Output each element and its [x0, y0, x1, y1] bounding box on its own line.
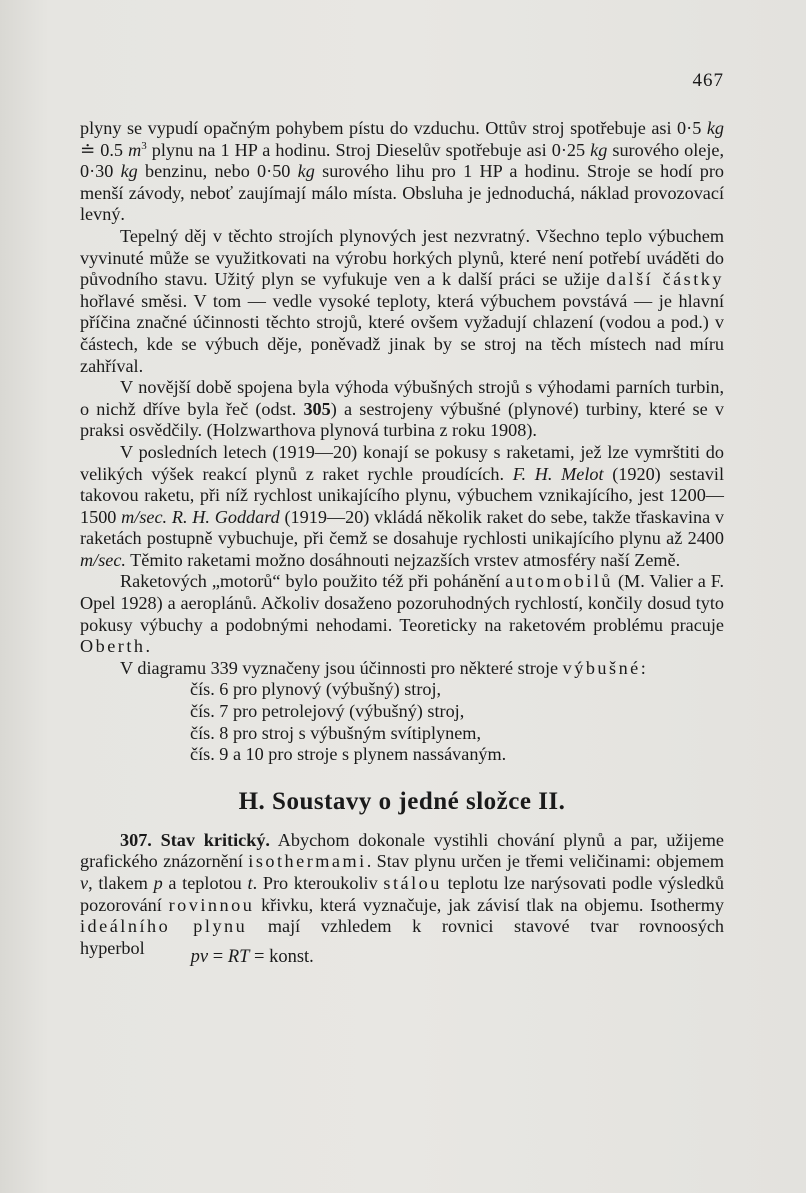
spaced-emphasis: výbušné [562, 657, 641, 678]
spaced-emphasis: Oberth [80, 636, 146, 657]
efficiency-list [190, 679, 724, 765]
text-run: mají vzhledem k rovnici stavové tvar rovnoosých hyperbol [80, 916, 724, 958]
text-run: (M. Valier a F. Opel 1928) a aeroplánů. Ačkoliv dosaženo pozoruhodných rychlostí, končily dosud tyto pokusy výbuchy a podobnými nehodami. Teoreticky na raketovém problému pracuje [80, 571, 724, 635]
variable: p [153, 873, 163, 893]
paragraph-turbines [80, 377, 724, 442]
paragraph-rocket-motors [80, 571, 724, 657]
text-run: (1920) sestavil takovou raketu, při níž rychlost unikajícího plynu, výbuchem vznikajícího, jest 1200—1500 [80, 463, 724, 527]
text-run: benzinu, nebo 0·50 [137, 161, 298, 182]
unit-kg: kg [120, 161, 138, 182]
variable: v [80, 873, 89, 893]
text-run: ) a sestrojeny výbušné (plynové) turbiny, které se v praksi osvědčily. (Holzwarthova plynová turbina z roku 1908). [80, 398, 724, 441]
variable: t [247, 873, 253, 893]
section-title: Stav kritický. [160, 829, 270, 850]
list-item: čís. 9 a 10 pro stroje s plynem nassávaným. [190, 744, 507, 765]
formula-term: = konst. [249, 946, 314, 967]
paragraph-engine-consumption [80, 118, 724, 226]
spaced-emphasis: automobilů [505, 571, 614, 592]
text-run: . Stav plynu určen je třemi veličinami: objemem [366, 851, 724, 872]
text-run: Abychom dokonale vystihli chování plynů a par, užijeme grafického znázornění [80, 829, 724, 872]
list-item: čís. 8 pro stroj s výbušným svítiplynem, [190, 722, 481, 743]
paragraph-rockets [80, 442, 724, 572]
list-item: čís. 7 pro petrolejový (výbušný) stroj, [190, 701, 465, 722]
unit-kg: kg [590, 139, 608, 160]
list-item: čís. 6 pro plynový (výbušný) stroj, [190, 679, 442, 700]
text-run: Raketových „motorů“ bylo použito též při pohánění [120, 571, 506, 592]
page-number: 467 [692, 70, 724, 91]
section-heading: H. Soustavy o jedné složce II. [238, 787, 566, 815]
text-run: : [640, 657, 646, 678]
spaced-emphasis: další částky [606, 269, 724, 290]
unit-kg: kg [706, 118, 724, 138]
unit-m: m [128, 139, 142, 160]
text-run: hořlavé směsi. V tom — vedle vysoké teploty, která výbuchem povstává — je hlavní příčina značné účinnosti těchto strojů, které ovšem vyžadují chlazení (vodou a pod.) v částech, kde se výbuch děje, poněvadž jinak by se stroj na těch místech nad míru zahříval. [80, 290, 724, 376]
text-run: . Pro kteroukoliv [252, 873, 384, 893]
formula-term: pv [190, 946, 209, 967]
person-name: R. H. Goddard [171, 506, 280, 527]
section-number: 307. [120, 829, 152, 850]
text-run: V posledních letech (1919—20) konají se pokusy s raketami, jež lze vymrštiti do velikých výšek reakcí plynů z raket rychle proudících. [80, 441, 724, 484]
formula-term: RT [227, 946, 250, 967]
text-run: (1919—20) vkládá několik raket do sebe, takže třaskavina v raketách postupně vybuchuje, při čemž se dosahuje rychlosti unikajícího plynu až 2400 [80, 506, 725, 549]
text-run: , tlakem [88, 873, 154, 893]
text-run: a teplotou [162, 873, 248, 893]
text-run: plyny se vypudí opačným pohybem pístu do vzduchu. Ottův stroj spotřebuje asi 0·5 [80, 118, 707, 138]
text-run: plynu na 1 HP a hodinu. Stroj Dieselův spotřebuje asi 0·25 [146, 139, 591, 160]
text-run: Těmito raketami možno dosáhnouti nejzazších vrstev atmosféry naší Země. [125, 549, 681, 570]
paragraph-thermal-process [80, 226, 724, 377]
text-run: . [145, 636, 151, 657]
unit-velocity: m/sec. [80, 549, 126, 570]
text-run: surového oleje, 0·30 [80, 139, 724, 182]
ideal-gas-formula [191, 947, 314, 967]
person-name: F. H. Melot [512, 463, 604, 484]
spaced-emphasis: stálou [383, 873, 442, 893]
text-run: Tepelný děj v těchto strojích plynových jest nezvratný. Všechno teplo výbuchem vyvinuté může se využitkovati na výrobu horkých plynů, které není potřebí uváděti do původního stavu. Užitý plyn se vyfukuje ven a k další práci se užije [80, 225, 724, 290]
text-run: křivku, která vyznačuje, jak závisí tlak na objemu. Isothermy [254, 894, 724, 915]
text-run: V diagramu 339 vyznačeny jsou účinnosti pro některé stroje [120, 657, 563, 678]
superscript: 3 [141, 139, 147, 152]
spaced-emphasis: rovinnou [168, 894, 255, 915]
paragraph-diagram-intro [80, 658, 724, 680]
text-run: ≐ 0.5 [80, 139, 129, 160]
page-body [80, 118, 725, 967]
spaced-emphasis: ideálního plynu [80, 916, 248, 937]
unit-kg: kg [297, 161, 315, 182]
text-run: teplotu lze narýsovati podle výsledků pozorování [80, 873, 724, 915]
text-run: V novější době spojena byla výhoda výbušných strojů s výhodami parních turbin, o nichž dříve byla řeč (odst. [80, 377, 724, 419]
spaced-emphasis: isothermami [248, 851, 367, 872]
unit-velocity: m/sec. [121, 506, 168, 527]
section-reference: 305 [303, 398, 331, 419]
paragraph-critical-state [80, 829, 724, 967]
formula-operator: = [208, 946, 228, 967]
text-run: surového lihu pro 1 HP a hodinu. Stroje se hodí pro menší závody, neboť zaujímají málo místa. Obsluha je jednoduchá, náklad provozovací levný. [80, 161, 724, 225]
